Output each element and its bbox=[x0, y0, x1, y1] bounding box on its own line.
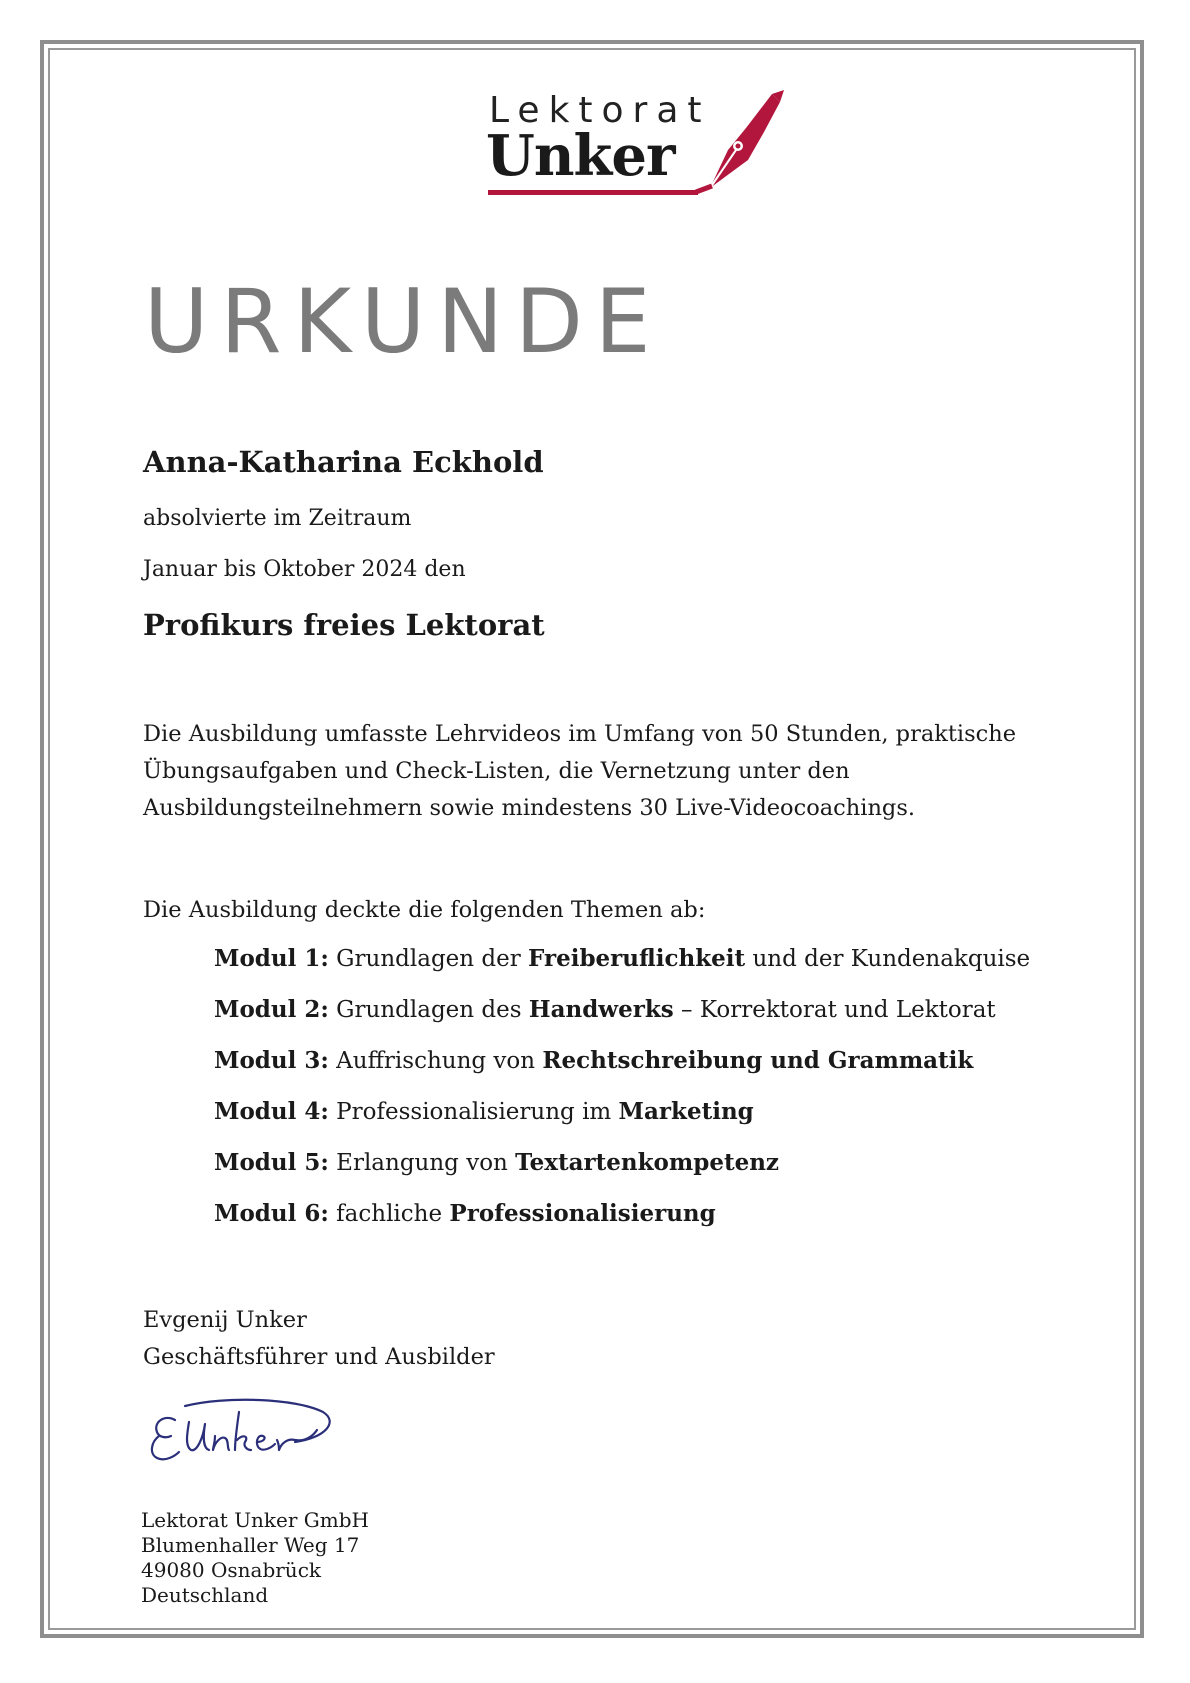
module-item bbox=[214, 944, 1030, 995]
module-text: Grundlagen der bbox=[328, 946, 529, 972]
recipient-name: Anna-Katharina Eckhold bbox=[143, 445, 544, 479]
module-topic: Professionalisierung bbox=[449, 1200, 716, 1227]
description-paragraph bbox=[143, 716, 1016, 827]
module-topic: Rechtschreibung und Grammatik bbox=[542, 1047, 974, 1074]
address-street: Blumenhaller Weg 17 bbox=[141, 1533, 360, 1557]
address-country: Deutschland bbox=[141, 1583, 269, 1607]
certificate-title: URKUNDE bbox=[144, 270, 663, 373]
logo-underline bbox=[488, 190, 698, 195]
module-text: Erlangung von bbox=[328, 1150, 516, 1176]
signer-block bbox=[143, 1302, 495, 1376]
module-label: Modul 4: bbox=[214, 1098, 329, 1125]
module-label: Modul 6: bbox=[214, 1200, 329, 1227]
fountain-pen-icon bbox=[676, 88, 786, 200]
address-city: 49080 Osnabrück bbox=[141, 1558, 322, 1582]
module-topic: Freiberuflichkeit bbox=[528, 945, 746, 972]
signer-role: Geschäftsführer und Ausbilder bbox=[143, 1344, 495, 1370]
logo-word-lektorat: Lektorat bbox=[489, 90, 711, 131]
module-text: – Korrektorat und Lektorat bbox=[673, 997, 996, 1023]
module-item bbox=[214, 1199, 1030, 1250]
module-text: und der Kundenakquise bbox=[745, 946, 1031, 972]
description-line: Übungsaufgaben und Check-Listen, die Vernetzung unter den bbox=[143, 758, 850, 784]
logo-word-unker: Unker bbox=[486, 123, 675, 189]
module-text: fachliche bbox=[328, 1201, 450, 1227]
period: Januar bis Oktober 2024 den bbox=[143, 557, 466, 582]
module-topic: Marketing bbox=[618, 1098, 754, 1125]
course-title: Profikurs freies Lektorat bbox=[143, 608, 545, 642]
module-topic: Textartenkompetenz bbox=[515, 1149, 779, 1176]
module-label: Modul 2: bbox=[214, 996, 329, 1023]
address-company: Lektorat Unker GmbH bbox=[141, 1508, 369, 1532]
module-topic: Handwerks bbox=[528, 996, 674, 1023]
period-intro: absolvierte im Zeitraum bbox=[143, 506, 412, 531]
module-text: Auffrischung von bbox=[328, 1048, 543, 1074]
module-text: Grundlagen des bbox=[328, 997, 529, 1023]
handwritten-signature bbox=[145, 1392, 345, 1472]
module-list bbox=[214, 944, 1030, 1250]
company-address bbox=[141, 1508, 369, 1608]
company-logo bbox=[486, 88, 776, 200]
module-label: Modul 1: bbox=[214, 945, 329, 972]
module-label: Modul 5: bbox=[214, 1149, 329, 1176]
module-item bbox=[214, 1046, 1030, 1097]
description-line: Die Ausbildung umfasste Lehrvideos im Umfang von 50 Stunden, praktische bbox=[143, 721, 1017, 747]
topics-intro: Die Ausbildung deckte die folgenden Themen ab: bbox=[143, 897, 706, 923]
signer-name: Evgenij Unker bbox=[143, 1307, 307, 1333]
module-text: Professionalisierung im bbox=[328, 1099, 619, 1125]
description-line: Ausbildungsteilnehmern sowie mindestens 30 Live-Videocoachings. bbox=[143, 795, 916, 821]
module-item bbox=[214, 995, 1030, 1046]
module-label: Modul 3: bbox=[214, 1047, 329, 1074]
module-item bbox=[214, 1097, 1030, 1148]
module-item bbox=[214, 1148, 1030, 1199]
